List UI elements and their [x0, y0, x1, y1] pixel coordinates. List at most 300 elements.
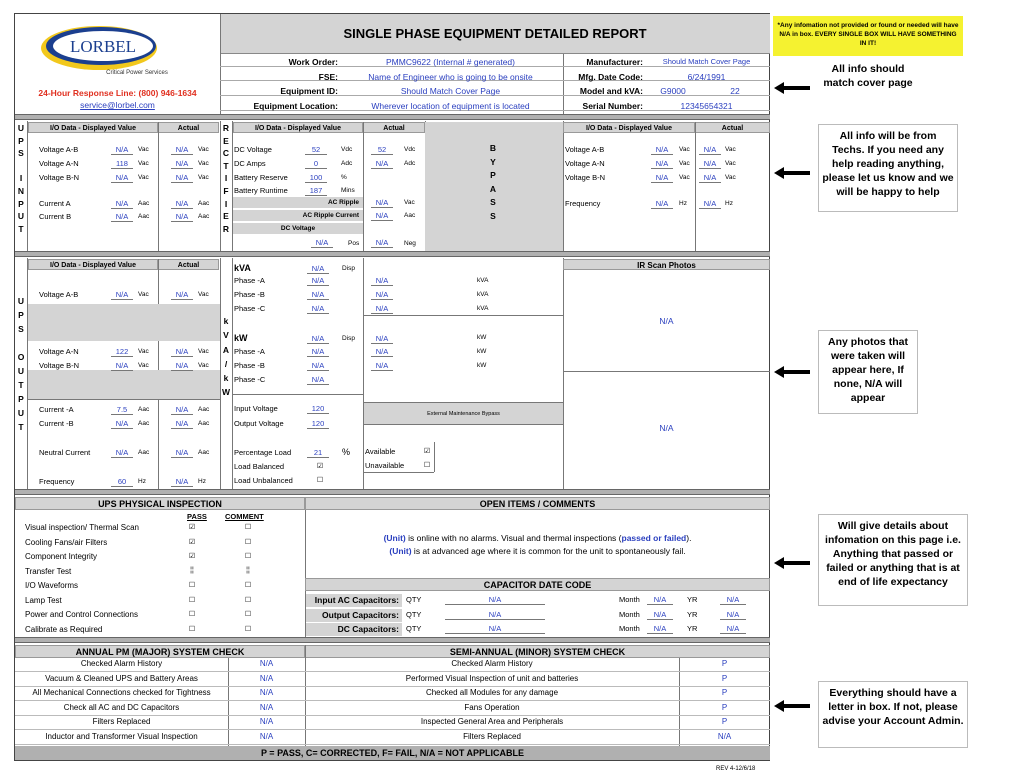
- field-label: QTY: [406, 595, 422, 604]
- field-value: N/A: [171, 159, 193, 169]
- unit-label: Aac: [138, 420, 150, 427]
- semi-check-value: P: [721, 702, 728, 712]
- field-label: Voltage B-N: [39, 361, 80, 370]
- bypass-io-header: I/O Data - Displayed Value: [563, 122, 695, 133]
- lorbel-logo: [37, 22, 172, 80]
- field-value: N/A: [171, 173, 193, 183]
- work-order-label: Work Order:: [288, 57, 338, 67]
- semi-check-item: Fans Operation: [464, 702, 520, 712]
- field-label: Voltage B-N: [565, 173, 606, 182]
- field-value: N/A: [699, 145, 721, 155]
- arrow-left-icon: [774, 82, 810, 94]
- unit-label: Vac: [198, 348, 209, 355]
- unit-label: Vdc: [404, 146, 416, 153]
- unit-label: %: [341, 174, 347, 181]
- section-separator: [15, 114, 770, 120]
- unit-label: kW: [477, 348, 487, 355]
- field-value: N/A: [371, 238, 393, 248]
- annual-check-item: Vacuum & Cleaned UPS and Battery Areas: [45, 673, 198, 683]
- report-title: SINGLE PHASE EQUIPMENT DETAILED REPORT: [343, 26, 647, 41]
- semi-check-value: P: [721, 717, 728, 727]
- arrow-left-icon: [774, 557, 810, 569]
- field-label: [15, 336, 27, 350]
- field-value: N/A: [699, 173, 721, 183]
- field-label: Frequency: [39, 477, 75, 486]
- field-value: N/A: [307, 304, 329, 314]
- field-value: 187: [305, 186, 327, 196]
- work-order-value: PMMC9622 (Internal # generated): [386, 57, 515, 67]
- field-value: N/A: [371, 159, 393, 169]
- field-label: DC Voltage: [234, 145, 272, 154]
- inspection-comment-checkbox[interactable]: ☐: [244, 611, 252, 618]
- field-value: N/A: [651, 145, 673, 155]
- unit-label: Aac: [198, 406, 210, 413]
- field-label: [28, 370, 220, 399]
- serial-label: Serial Number:: [582, 101, 643, 111]
- field-label: k: [223, 373, 229, 384]
- field-label: Phase -C: [234, 304, 266, 313]
- field-label: Battery Reserve: [234, 173, 288, 182]
- annual-check-value: N/A: [259, 702, 274, 712]
- unit-label: Hz: [198, 478, 206, 485]
- fse-value: Name of Engineer who is going to be onsite: [368, 72, 533, 82]
- inspection-comment-checkbox[interactable]: ☐: [244, 524, 252, 531]
- inspection-pass-checkbox[interactable]: ☑: [188, 524, 196, 531]
- field-value: N/A: [307, 276, 329, 286]
- note-details: Will give details about infomation on this page i.e. Anything that passed or failed or anything that is at end of life expectancy: [818, 514, 968, 606]
- capacitor-header: CAPACITOR DATE CODE: [305, 578, 770, 591]
- kva-kw-side-label: [220, 314, 232, 400]
- field-value: 120: [307, 419, 329, 429]
- field-value: N/A: [307, 375, 329, 385]
- unit-label: kVA: [477, 291, 489, 298]
- field-value: N/A: [111, 361, 133, 371]
- field-label: Battery Runtime: [234, 186, 288, 195]
- inspection-pass-checkbox[interactable]: ☑: [188, 553, 196, 560]
- inspection-item: I/O Waveforms: [25, 581, 79, 590]
- field-label: Current B: [39, 212, 72, 221]
- divider: [232, 258, 233, 489]
- field-label: Voltage A-B: [39, 145, 79, 154]
- inspection-pass-checkbox[interactable]: ☐: [188, 625, 196, 633]
- field-value: N/A: [371, 304, 393, 314]
- field-label: P: [18, 394, 24, 404]
- semi-check-value: P: [721, 673, 728, 683]
- divider: [434, 442, 435, 472]
- field-label: E: [223, 211, 229, 222]
- field-label: Phase -C: [234, 375, 266, 384]
- unit-label: Vac: [725, 174, 736, 181]
- field-value: N/A: [171, 199, 193, 209]
- unit-label: Aac: [138, 406, 150, 413]
- comments-header: OPEN ITEMS / COMMENTS: [305, 497, 770, 510]
- unit-label: Aac: [198, 200, 210, 207]
- field-value: 7.5: [111, 405, 133, 415]
- field-label: O: [17, 352, 25, 362]
- field-label: Phase -A: [234, 347, 265, 356]
- field-value: N/A: [699, 199, 721, 209]
- semi-check-item: Performed Visual Inspection of unit and batteries: [405, 673, 579, 683]
- field-label: k: [223, 316, 229, 326]
- section-separator: [15, 489, 770, 495]
- field-value: N/A: [371, 211, 393, 221]
- load-balanced-checkbox[interactable]: ☑: [316, 463, 324, 470]
- unit-label: Aac: [138, 213, 150, 220]
- divider: [15, 700, 770, 701]
- field-value: N/A: [371, 361, 393, 371]
- equipment-id-value: Should Match Cover Page: [400, 86, 501, 96]
- field-value: N/A: [651, 159, 673, 169]
- field-label: YR: [687, 624, 698, 633]
- inspection-comment-checkbox[interactable]: ☐: [244, 538, 252, 546]
- unit-label: Vac: [198, 291, 209, 298]
- field-value: N/A: [171, 405, 193, 415]
- semi-check-item: Checked Alarm History: [451, 659, 533, 668]
- manufacturer-value: Should Match Cover Page: [662, 57, 751, 66]
- field-label: Month: [619, 609, 640, 619]
- inspection-item: Calibrate as Required: [25, 624, 103, 634]
- capacitor-row-label: Input AC Capacitors:: [306, 594, 402, 607]
- divider: [233, 394, 363, 395]
- field-value: N/A: [171, 477, 193, 487]
- field-label: Input Voltage: [234, 404, 278, 413]
- field-value: N/A: [720, 624, 746, 634]
- unit-label: Vac: [138, 348, 149, 355]
- hotline: 24-Hour Response Line: (800) 946-1634: [38, 88, 197, 98]
- inspection-item: Component Integrity: [25, 552, 98, 561]
- unit-label: Aac: [198, 213, 210, 220]
- unit-label: Aac: [138, 200, 150, 207]
- unit-label: kVA: [477, 277, 489, 284]
- kva-value: 22: [730, 86, 740, 96]
- field-label: S: [490, 210, 496, 221]
- field-label: P: [18, 135, 24, 146]
- field-label: U: [17, 408, 25, 418]
- field-label: I: [224, 173, 228, 184]
- inspection-pass-checkbox[interactable]: ☑: [188, 538, 196, 546]
- manufacturer-label: Manufacturer:: [586, 57, 643, 67]
- annual-check-item: Checked Alarm History: [80, 659, 163, 668]
- field-label: U: [17, 123, 25, 133]
- field-label: P: [490, 170, 496, 180]
- field-value: N/A: [307, 290, 329, 300]
- semi-check-item: Checked all Modules for any damage: [425, 688, 559, 698]
- field-label: External Maintenance Bypass: [364, 402, 563, 425]
- field-label: B: [489, 143, 497, 153]
- field-value: 100: [305, 173, 327, 183]
- annual-check-value: N/A: [259, 717, 274, 727]
- field-value: N/A: [171, 448, 193, 458]
- field-label: T: [223, 160, 229, 171]
- field-label: [15, 160, 27, 173]
- field-value: N/A: [171, 347, 193, 357]
- field-label: Current -B: [39, 419, 74, 428]
- field-value: N/A: [111, 419, 133, 429]
- svg-text:LORBEL: LORBEL: [69, 37, 137, 56]
- output-io-header: I/O Data - Displayed Value: [28, 259, 158, 270]
- unit-label: Vac: [198, 160, 209, 167]
- semi-check-value: P: [721, 659, 728, 668]
- field-label: R: [222, 123, 230, 133]
- field-value: N/A: [307, 361, 329, 371]
- field-value: N/A: [371, 347, 393, 357]
- bypass-available-checkbox[interactable]: ☑: [423, 448, 431, 455]
- inspection-item: Cooling Fans/air Filters: [25, 537, 108, 547]
- field-label: Month: [619, 595, 640, 604]
- field-label: Voltage B-N: [39, 173, 80, 182]
- unit-label: Hz: [138, 478, 146, 485]
- ir-scan-header: IR Scan Photos: [563, 259, 770, 270]
- field-label: P: [18, 198, 24, 209]
- field-value: 21: [307, 448, 329, 458]
- divider: [563, 371, 770, 372]
- inspection-comment-checkbox[interactable]: ☐: [244, 582, 252, 589]
- unit-label: Aac: [138, 449, 150, 456]
- field-label: DC Voltage: [233, 223, 363, 234]
- note-letters: Everything should have a letter in box. If not, please advise your Account Admin.: [818, 681, 968, 748]
- annual-check-value: N/A: [259, 732, 274, 741]
- load-unbalanced-checkbox[interactable]: ☐: [316, 477, 324, 484]
- input-actual-header: Actual: [158, 122, 219, 133]
- divider: [695, 122, 696, 251]
- section-separator: [15, 251, 770, 257]
- fse-label: FSE:: [318, 72, 338, 82]
- field-label: /: [224, 358, 228, 369]
- field-label: E: [223, 135, 229, 146]
- field-value: 120: [307, 404, 329, 414]
- divider: [563, 121, 564, 251]
- inspection-comment-checkbox[interactable]: ☐: [244, 596, 252, 604]
- field-label: Phase -B: [234, 361, 265, 370]
- ir-photo-2: N/A: [659, 423, 674, 433]
- field-label: U: [17, 296, 25, 306]
- unit-label: kVA: [477, 305, 489, 312]
- rectifier-io-header: I/O Data - Displayed Value: [233, 122, 363, 133]
- unit-label: Vac: [198, 362, 209, 369]
- field-value: N/A: [371, 334, 393, 344]
- field-value: 60: [111, 477, 133, 487]
- field-label: PASS: [187, 512, 207, 521]
- unit-label: Vac: [138, 146, 149, 153]
- field-label: Available: [365, 447, 396, 456]
- comment-line-2: (Unit) is at advanced age where it is common for the unit to spontaneously fail.: [389, 546, 686, 556]
- field-value: N/A: [647, 595, 673, 605]
- semi-annual-header: SEMI-ANNUAL (MINOR) SYSTEM CHECK: [305, 645, 770, 658]
- field-label: QTY: [406, 609, 422, 619]
- field-value: N/A: [651, 173, 673, 183]
- inspection-pass-checkbox[interactable]: ☐: [188, 611, 196, 618]
- annual-check-value: N/A: [259, 659, 274, 668]
- inspection-item: Lamp Test: [25, 595, 62, 605]
- field-value: N/A: [371, 198, 393, 208]
- field-label: Load Unbalanced: [234, 476, 293, 485]
- comment-line-1: (Unit) is online with no alarms. Visual and thermal inspections (passed or failed).: [383, 533, 692, 543]
- capacitor-row-label: DC Capacitors:: [306, 623, 402, 636]
- inspection-header: UPS PHYSICAL INSPECTION: [15, 497, 305, 510]
- divider: [28, 399, 220, 400]
- field-label: [28, 304, 220, 341]
- field-value: N/A: [111, 199, 133, 209]
- unit-label: Adc: [404, 160, 416, 167]
- field-label: A: [489, 183, 497, 194]
- divider: [363, 122, 364, 251]
- inspection-item: Power and Control Connections: [25, 610, 138, 619]
- input-side-label: [15, 122, 27, 235]
- field-value: N/A: [647, 610, 673, 620]
- field-label: S: [490, 197, 496, 207]
- unit-label: Hz: [725, 200, 733, 207]
- unit-label: Vac: [198, 174, 209, 181]
- field-label: YR: [687, 595, 698, 604]
- section-separator: [15, 637, 770, 643]
- unit-label: Vdc: [341, 146, 353, 153]
- arrow-left-icon: [774, 366, 810, 378]
- field-label: F: [223, 185, 229, 196]
- field-label: COMMENT: [225, 512, 264, 521]
- mfg-date-value: 6/24/1991: [687, 72, 726, 82]
- ir-photo-1: N/A: [659, 316, 674, 326]
- divider: [15, 729, 770, 730]
- field-label: I: [19, 173, 23, 184]
- divider: [363, 258, 364, 489]
- capacitor-row-label: Output Capacitors:: [306, 609, 402, 622]
- field-label: Output Voltage: [234, 419, 284, 428]
- annual-header: ANNUAL PM (MAJOR) SYSTEM CHECK: [15, 645, 305, 658]
- bypass-unavailable-checkbox[interactable]: ☐: [423, 462, 431, 469]
- field-label: Frequency: [565, 199, 601, 208]
- field-value: 118: [111, 159, 133, 169]
- unit-label: Vac: [679, 174, 690, 181]
- inspection-comment-checkbox[interactable]: ☐: [244, 553, 252, 560]
- field-value: 52: [305, 145, 327, 155]
- bypass-label: [487, 142, 499, 223]
- model-value: G9000: [660, 86, 686, 96]
- unit-label: Vac: [138, 160, 149, 167]
- inspection-pass-checkbox[interactable]: ☐: [188, 596, 196, 604]
- field-label: Current A: [39, 199, 71, 208]
- field-label: Voltage A-N: [39, 159, 79, 168]
- rectifier-side-label: [220, 122, 232, 235]
- field-label: Y: [490, 156, 496, 167]
- inspection-comment-checkbox[interactable]: ☐: [244, 625, 252, 633]
- field-value: N/A: [307, 264, 329, 274]
- note-photos: Any photos that were taken will appear here, If none, N/A will appear: [818, 330, 918, 414]
- divider: [363, 315, 563, 316]
- field-label: Phase -A: [234, 276, 265, 285]
- field-value: N/A: [651, 199, 673, 209]
- inspection-comment-checkbox[interactable]: ¦¦: [246, 566, 250, 574]
- unit-label: Adc: [341, 160, 353, 167]
- equipment-location-value: Wherever location of equipment is located: [371, 101, 530, 111]
- field-label: kW: [234, 333, 248, 343]
- bypass-actual-header: Actual: [695, 122, 770, 133]
- field-label: kVA: [234, 263, 251, 273]
- field-value: N/A: [171, 419, 193, 429]
- field-label: Current -A: [39, 405, 74, 414]
- report-form: [14, 13, 770, 761]
- field-value: N/A: [720, 595, 746, 605]
- field-label: A: [222, 344, 230, 355]
- unit-label: Vac: [725, 160, 736, 167]
- note-cover-page: All info should match cover page: [818, 58, 918, 116]
- field-label: U: [17, 366, 25, 376]
- unit-label: Aac: [404, 212, 416, 219]
- unit-label: Vac: [198, 146, 209, 153]
- field-label: Load Balanced: [234, 462, 285, 471]
- output-side-label: [15, 294, 27, 434]
- field-label: Unavailable: [365, 461, 405, 470]
- annual-check-value: N/A: [259, 673, 274, 683]
- divider: [15, 715, 770, 716]
- unit-label: Vac: [404, 199, 415, 206]
- field-value: N/A: [171, 145, 193, 155]
- rectifier-actual-header: Actual: [363, 122, 425, 133]
- field-value: N/A: [171, 212, 193, 222]
- inspection-item: Visual inspection/ Thermal Scan: [25, 523, 139, 532]
- field-label: P: [18, 310, 24, 320]
- model-label: Model and kVA:: [579, 86, 643, 96]
- unit-label: Pos: [348, 240, 360, 247]
- equipment-id-label: Equipment ID:: [280, 86, 338, 96]
- unit-label: Mins: [341, 187, 355, 194]
- field-value: N/A: [371, 290, 393, 300]
- field-value: N/A: [307, 347, 329, 357]
- note-techs: All info will be from Techs. If you need any help reading anything, please let us know and we will be happy to help: [818, 124, 958, 212]
- annual-check-item: Filters Replaced: [92, 717, 151, 727]
- field-label: T: [18, 380, 24, 390]
- field-label: AC Ripple Current: [233, 210, 363, 221]
- divider: [15, 744, 770, 745]
- field-value: 122: [111, 347, 133, 357]
- unit-label: kW: [477, 334, 487, 341]
- field-value: N/A: [647, 624, 673, 634]
- field-label: I: [224, 198, 228, 209]
- service-email-link[interactable]: service@lorbel.com: [80, 100, 155, 110]
- field-label: Month: [619, 624, 640, 633]
- inspection-pass-checkbox[interactable]: ☐: [188, 582, 196, 589]
- unit-label: Vac: [725, 146, 736, 153]
- arrow-left-icon: [774, 167, 810, 179]
- field-label: YR: [687, 609, 698, 619]
- revision: REV 4-12/6/18: [716, 766, 756, 772]
- field-label: U: [17, 211, 25, 222]
- inspection-pass-checkbox[interactable]: ¦¦: [190, 566, 194, 574]
- field-value: N/A: [111, 145, 133, 155]
- field-label: Phase -B: [234, 290, 265, 299]
- field-value: N/A: [171, 361, 193, 371]
- field-value: N/A: [307, 334, 329, 344]
- unit-label: %: [342, 447, 351, 457]
- divider: [364, 472, 434, 473]
- field-value: N/A: [171, 290, 193, 300]
- field-value: 0: [305, 159, 327, 169]
- field-value: N/A: [720, 610, 746, 620]
- field-label: AC Ripple: [233, 197, 363, 208]
- field-label: Percentage Load: [234, 448, 292, 457]
- field-value: 52: [371, 145, 393, 155]
- field-value: N/A: [111, 290, 133, 300]
- annual-check-item: Inductor and Transformer Visual Inspection: [45, 732, 198, 741]
- unit-label: Vac: [679, 146, 690, 153]
- field-label: DC Amps: [234, 159, 266, 168]
- field-label: S: [18, 148, 24, 159]
- field-value: N/A: [111, 448, 133, 458]
- field-label: W: [221, 387, 231, 398]
- unit-label: Vac: [138, 174, 149, 181]
- field-label: R: [222, 223, 230, 234]
- field-label: T: [18, 223, 24, 234]
- input-io-header: I/O Data - Displayed Value: [28, 122, 158, 133]
